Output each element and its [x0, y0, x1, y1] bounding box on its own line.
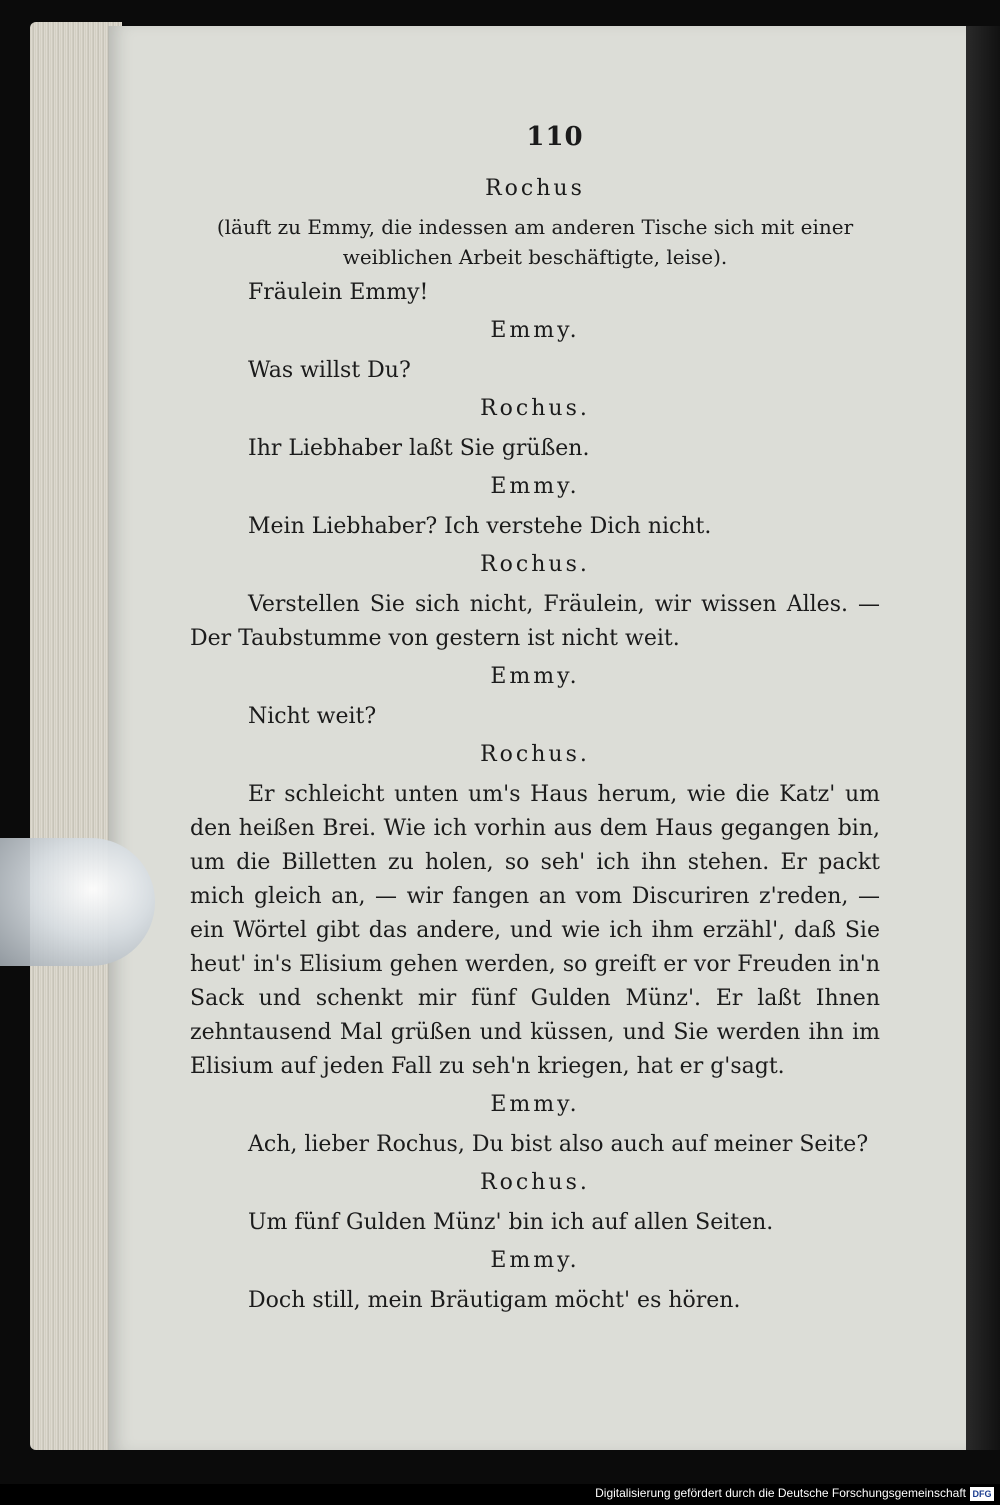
page-text: [190, 120, 880, 1320]
speaker-name: Emmy.: [490, 474, 580, 499]
speaker-name: Rochus.: [480, 396, 590, 421]
speaker-name: Rochus.: [480, 552, 590, 577]
dialogue-line: Was willst Du?: [248, 358, 411, 383]
next-page-edge: [966, 26, 1000, 1450]
dialogue-line: Nicht weit?: [248, 704, 377, 729]
dialogue-line: Um fünf Gulden Münz' bin ich auf allen Seiten.: [248, 1210, 774, 1235]
dialogue-line: Verstellen Sie sich nicht, Fräulein, wir wissen Alles. — Der Taubstumme von gestern ist nicht weit.: [190, 592, 880, 651]
scanner-thumb: [0, 838, 155, 966]
speaker-name: Emmy.: [490, 1248, 580, 1273]
dfg-logo-icon: DFG: [970, 1487, 994, 1501]
speaker-name: Rochus.: [480, 1170, 590, 1195]
speaker-name: Emmy.: [490, 1092, 580, 1117]
dialogue-line: Er schleicht unten um's Haus herum, wie die Katz' um den heißen Brei. Wie ich vorhin aus dem Haus gegangen bin, um die Billetten zu holen, so seh' ich ihn stehen. Er packt mich gleich an, — wir fangen an vom Discuriren z'reden, — ein Wörtel gibt das andere, und wie ich ihm erzähl', daß Sie heut' in's Elisium gehen werden, so greift er vor Freuden in'n Sack und schenkt mir fünf Gulden Münz'. Er laßt Ihnen zehntausend Mal grüßen und küssen, und Sie werden ihn im Elisium auf jeden Fall zu seh'n kriegen, hat er g'sagt.: [190, 782, 880, 1079]
dialogue-line: Doch still, mein Bräutigam möcht' es hören.: [248, 1288, 741, 1313]
dialogue-line: Mein Liebhaber? Ich verstehe Dich nicht.: [248, 514, 712, 539]
dialogue-line: Fräulein Emmy!: [248, 280, 429, 305]
footer-bar: [0, 1484, 1000, 1505]
dialogue-line: Ach, lieber Rochus, Du bist also auch auf meiner Seite?: [248, 1132, 869, 1157]
speaker-name: Rochus: [485, 176, 585, 201]
dialogue-line: Ihr Liebhaber laßt Sie grüßen.: [248, 436, 590, 461]
footer-credit: Digitalisierung gefördert durch die Deutsche Forschungsgemeinschaft: [595, 1486, 966, 1500]
page-number: 110: [526, 122, 584, 152]
text-blocks: [190, 172, 880, 1318]
stage-direction: (läuft zu Emmy, die indessen am anderen Tische sich mit einer weiblichen Arbeit beschäftigte, leise).: [216, 215, 854, 269]
speaker-name: Rochus.: [480, 742, 590, 767]
speaker-name: Emmy.: [490, 664, 580, 689]
speaker-name: Emmy.: [490, 318, 580, 343]
